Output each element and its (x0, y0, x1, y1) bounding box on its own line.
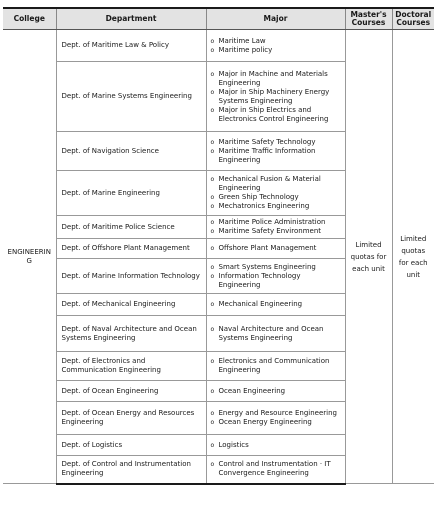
bullet-icon: o (210, 387, 215, 395)
major-label: Information Technology Engineering (218, 271, 301, 289)
major-label: Logistics (218, 440, 249, 449)
major-item (211, 418, 342, 427)
major-item (211, 218, 342, 227)
major-label: Mechanical Engineering (218, 300, 303, 308)
major-label: Smart Systems Engineering (218, 262, 316, 271)
major-label: Maritime Safety Technology (218, 137, 316, 146)
major-item (211, 70, 342, 88)
table-row (3, 30, 434, 62)
major-item (211, 88, 342, 106)
bullet-icon: o (210, 272, 215, 280)
major-label: Maritime Law (218, 36, 266, 45)
major-cell (206, 316, 345, 352)
department-cell: Dept. of Offshore Plant Management (56, 239, 206, 259)
bullet-icon: o (210, 138, 215, 146)
header-row (3, 8, 434, 30)
bullet-icon: o (210, 419, 215, 426)
header-major: Major (206, 8, 345, 30)
major-cell (206, 381, 345, 402)
department-cell: Dept. of Maritime Police Science (56, 216, 206, 239)
bullet-icon: o (210, 106, 215, 114)
major-item (211, 300, 342, 309)
department-cell: Dept. of Navigation Science (56, 132, 206, 171)
major-cell (206, 171, 345, 216)
bullet-icon: o (210, 441, 215, 449)
masters-quota-cell: Limited quotas for each unit (345, 30, 392, 484)
major-label: Maritime Police Administration (218, 218, 326, 226)
major-item (211, 46, 342, 55)
major-label: Major in Ship Machinery Energy Systems Engineering (218, 87, 330, 105)
major-cell (206, 352, 345, 381)
major-item (211, 147, 342, 165)
major-label: Major in Ship Electrics and Electronics Control Engineering (218, 105, 329, 123)
major-cell (206, 259, 345, 294)
major-label: Ocean Engineering (218, 386, 286, 395)
major-cell (206, 62, 345, 132)
bullet-icon: o (210, 203, 215, 210)
major-label: Ocean Energy Engineering (218, 418, 312, 426)
department-cell: Dept. of Logistics (56, 435, 206, 456)
bullet-icon: o (210, 176, 215, 183)
bullet-icon: o (210, 147, 215, 155)
major-cell (206, 239, 345, 259)
major-item (211, 106, 342, 124)
bullet-icon: o (210, 228, 215, 235)
major-item (211, 272, 342, 290)
college-cell: ENGINEERING (3, 30, 56, 484)
bullet-icon: o (210, 219, 215, 226)
bullet-icon: o (210, 245, 215, 252)
major-label: Energy and Resource Engineering (218, 409, 337, 417)
header-doctoral: Doctoral Courses (392, 8, 434, 30)
department-cell: Dept. of Mechanical Engineering (56, 294, 206, 316)
major-label: Green Ship Technology (218, 193, 299, 201)
department-cell: Dept. of Maritime Law & Policy (56, 30, 206, 62)
bullet-icon: o (210, 263, 215, 271)
major-item (211, 460, 342, 478)
major-item (211, 175, 342, 193)
header-department: Department (56, 8, 206, 30)
major-cell (206, 216, 345, 239)
major-label: Maritime Traffic Information Engineering (218, 146, 316, 164)
major-label: Mechanical Fusion & Material Engineering (218, 175, 321, 192)
major-item (211, 357, 342, 375)
major-item (211, 441, 342, 450)
bullet-icon: o (210, 70, 215, 78)
major-item (211, 387, 342, 396)
major-label: Naval Architecture and Ocean Systems Engineering (218, 324, 324, 342)
department-cell: Dept. of Marine Engineering (56, 171, 206, 216)
major-cell (206, 435, 345, 456)
department-cell: Dept. of Control and Instrumentation Engineering (56, 456, 206, 484)
major-item (211, 409, 342, 418)
programs-table (3, 7, 434, 485)
major-item (211, 227, 342, 236)
major-cell (206, 30, 345, 62)
doctoral-quota-cell: Limited quotas for each unit (392, 30, 434, 484)
bullet-icon: o (210, 46, 215, 54)
bullet-icon: o (210, 325, 215, 333)
bullet-icon: o (210, 37, 215, 45)
major-label: Electronics and Communication Engineering (218, 357, 330, 374)
major-cell (206, 294, 345, 316)
bullet-icon: o (210, 410, 215, 417)
major-label: Maritime Safety Environment (218, 227, 322, 235)
header-masters: Master's Courses (345, 8, 392, 30)
major-cell (206, 402, 345, 435)
major-cell (206, 132, 345, 171)
major-item (211, 202, 342, 211)
major-item (211, 244, 342, 253)
major-item (211, 138, 342, 147)
major-item (211, 263, 342, 272)
major-cell (206, 456, 345, 484)
major-item (211, 37, 342, 46)
major-item (211, 193, 342, 202)
header-college: College (3, 8, 56, 30)
major-item (211, 325, 342, 343)
bullet-icon: o (210, 301, 215, 308)
department-cell: Dept. of Ocean Energy and Resources Engineering (56, 402, 206, 435)
major-label: Control and Instrumentation · IT Convergence Engineering (218, 460, 331, 478)
table-body (3, 30, 434, 484)
major-label: Maritime policy (218, 45, 273, 54)
bullet-icon: o (210, 461, 215, 469)
bullet-icon: o (210, 358, 215, 365)
major-label: Major in Machine and Materials Engineering (218, 69, 328, 87)
department-cell: Dept. of Marine Information Technology (56, 259, 206, 294)
department-cell: Dept. of Naval Architecture and Ocean Systems Engineering (56, 316, 206, 352)
department-cell: Dept. of Ocean Engineering (56, 381, 206, 402)
department-cell: Dept. of Marine Systems Engineering (56, 62, 206, 132)
department-cell: Dept. of Electronics and Communication Engineering (56, 352, 206, 381)
major-label: Offshore Plant Management (218, 244, 317, 252)
major-label: Mechatronics Engineering (218, 202, 310, 210)
bullet-icon: o (210, 194, 215, 201)
bullet-icon: o (210, 88, 215, 96)
